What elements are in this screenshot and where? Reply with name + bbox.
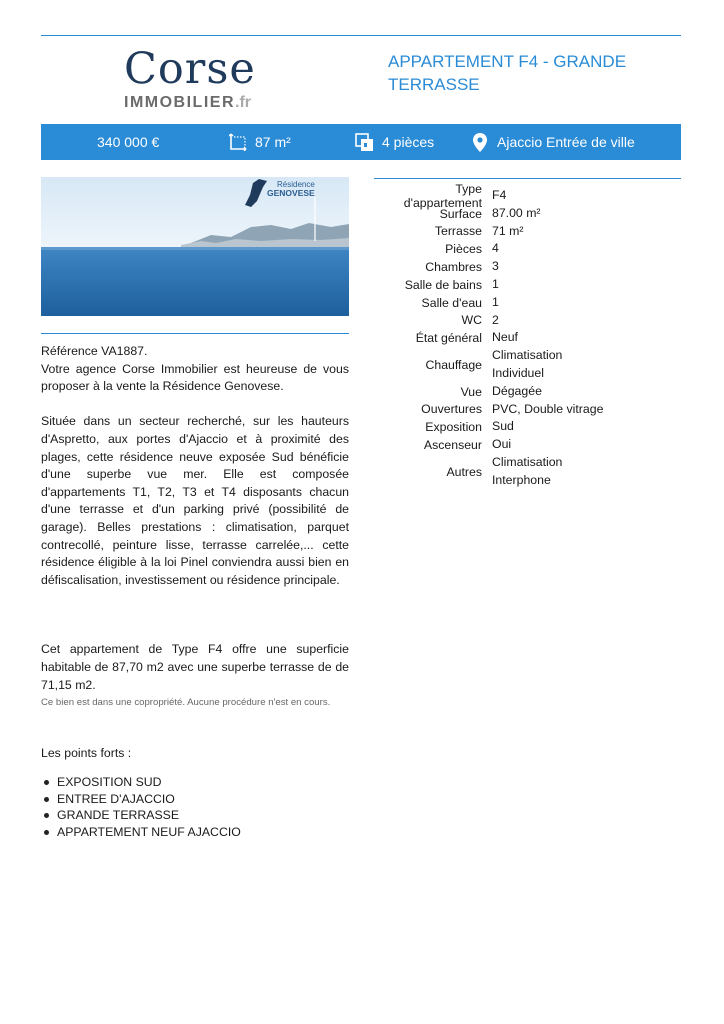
spec-value	[492, 383, 681, 401]
body-text: Située dans un secteur recherché, sur les hauteurs d'Aspretto, aux portes d'Ajaccio et à proximité des plages, cette résidence neuve exposée Sud bénéficie d'une superbe vue mer. Elle est composée d'appartements T1, T2, T3 et T4 disposants chacun d'une terrasse et d'un parking privé (possibilité de garage). Belles prestations : climatisation, parquet contrecollé, peinture lisse, terrasse carrelée,... cette résidence éligible à la loi Pinel conviendra aussi bien en défiscalisation, investissement ou résidence principale.	[41, 414, 349, 587]
surface-icon	[229, 133, 247, 151]
spec-row	[374, 223, 681, 241]
map-pin-icon	[473, 133, 487, 152]
spec-label: Surface	[439, 206, 482, 221]
spec-value	[492, 418, 681, 436]
spec-row	[374, 329, 681, 347]
spec-value	[492, 436, 681, 454]
listing-title: APPARTEMENT F4 - GRANDE TERRASSE	[388, 52, 627, 94]
spec-value	[492, 223, 681, 241]
location-cell	[473, 124, 635, 160]
spec-label: WC	[461, 313, 482, 328]
spec-value-line: PVC, Double vitrage	[492, 401, 604, 416]
spec-label: Vue	[460, 384, 482, 399]
spec-label: Autres	[446, 464, 482, 479]
spec-label: Chambres	[425, 260, 482, 275]
spec-row	[374, 312, 681, 330]
property-photo	[41, 177, 349, 316]
spec-row	[374, 401, 681, 419]
spec-value-line: F4	[492, 188, 507, 202]
highlights-title: Les points forts :	[41, 746, 132, 760]
spec-value	[492, 187, 681, 205]
spec-label: Chauffage	[425, 357, 482, 372]
brand-name: Corse	[124, 44, 256, 94]
spec-value-line: Dégagée	[492, 383, 542, 398]
spec-row	[374, 347, 681, 383]
spec-label: Pièces	[445, 242, 482, 257]
description-block	[41, 343, 349, 711]
highlight-item: APPARTEMENT NEUF AJACCIO	[41, 824, 241, 841]
spec-value	[492, 294, 681, 312]
spec-label: Type d'appartement	[403, 181, 482, 210]
rooms-value: 4 pièces	[382, 134, 435, 150]
spec-label: Exposition	[425, 420, 482, 435]
brand-logo	[124, 46, 274, 116]
surface-cell	[229, 124, 291, 160]
spec-value	[492, 329, 681, 347]
spec-value-line: Interphone	[492, 472, 551, 487]
brand-subtitle-text: IMMOBILIER	[124, 94, 235, 111]
highlight-item: EXPOSITION SUD	[41, 774, 241, 791]
spec-row	[374, 258, 681, 276]
spec-value	[492, 258, 681, 276]
photo-caption-genovese: GENOVESE	[267, 188, 315, 198]
highlight-item: ENTREE D'AJACCIO	[41, 791, 241, 808]
spec-value	[492, 312, 681, 330]
description-top-rule	[41, 333, 349, 334]
spec-row	[374, 454, 681, 490]
rooms-cell	[355, 124, 434, 160]
spec-row	[374, 205, 681, 223]
spec-row	[374, 181, 681, 210]
price-cell	[97, 124, 159, 160]
spec-value-line: Climatisation	[492, 454, 563, 469]
brand-subtitle	[124, 94, 274, 112]
highlight-item: GRANDE TERRASSE	[41, 807, 241, 824]
spec-row	[374, 240, 681, 258]
spec-value	[492, 347, 681, 383]
spec-label: Terrasse	[434, 224, 482, 239]
spec-row	[374, 436, 681, 454]
spec-value-line: 4	[492, 241, 499, 256]
spec-label: Salle d'eau	[421, 295, 482, 310]
listing-info-bar	[41, 124, 681, 160]
spec-value-line: 1	[492, 294, 499, 309]
rooms-icon	[355, 133, 374, 152]
price-value: 340 000 €	[97, 134, 160, 150]
spec-label: Salle de bains	[404, 277, 482, 292]
spec-row	[374, 294, 681, 312]
spec-label: Ascenseur	[423, 438, 482, 453]
spec-value-line: 3	[492, 259, 499, 274]
highlights-list	[41, 774, 241, 840]
spec-value-line: Neuf	[492, 330, 518, 345]
photo-caption-residence: Résidence	[277, 180, 315, 189]
spec-label: État général	[415, 331, 482, 346]
spec-value-line: Individuel	[492, 365, 544, 380]
spec-value-line: 1	[492, 276, 499, 291]
spec-label: Ouvertures	[421, 402, 482, 417]
spec-value	[492, 276, 681, 294]
brand-tld: .fr	[235, 94, 251, 111]
header-top-rule	[41, 35, 681, 36]
spec-value-line: Oui	[492, 437, 512, 452]
location-value: Ajaccio Entrée de ville	[497, 134, 635, 150]
spec-value	[492, 205, 681, 223]
apartment-text: Cet appartement de Type F4 offre une superficie habitable de 87,70 m2 avec une superbe terrasse de de 71,15 m2.	[41, 642, 349, 692]
spec-value-line: 71 m²	[492, 223, 524, 238]
spec-value	[492, 454, 681, 490]
surface-value: 87 m²	[255, 134, 291, 150]
spec-value	[492, 401, 681, 419]
spec-value	[492, 240, 681, 258]
spec-row	[374, 276, 681, 294]
spec-value-line: Sud	[492, 419, 514, 434]
spec-row	[374, 383, 681, 401]
specs-top-rule	[374, 178, 681, 179]
spec-value-line: 87.00 m²	[492, 205, 541, 220]
reference-text: Référence VA1887.	[41, 344, 148, 358]
spec-value-line: 2	[492, 312, 499, 327]
spec-row	[374, 418, 681, 436]
copro-note: Ce bien est dans une copropriété. Aucune procédure n'est en cours.	[41, 697, 331, 709]
specs-table	[374, 181, 681, 490]
intro-text: Votre agence Corse Immobilier est heureuse de vous proposer à la vente la Résidence Genovese.	[41, 361, 349, 394]
spec-value-line: Climatisation	[492, 348, 563, 363]
